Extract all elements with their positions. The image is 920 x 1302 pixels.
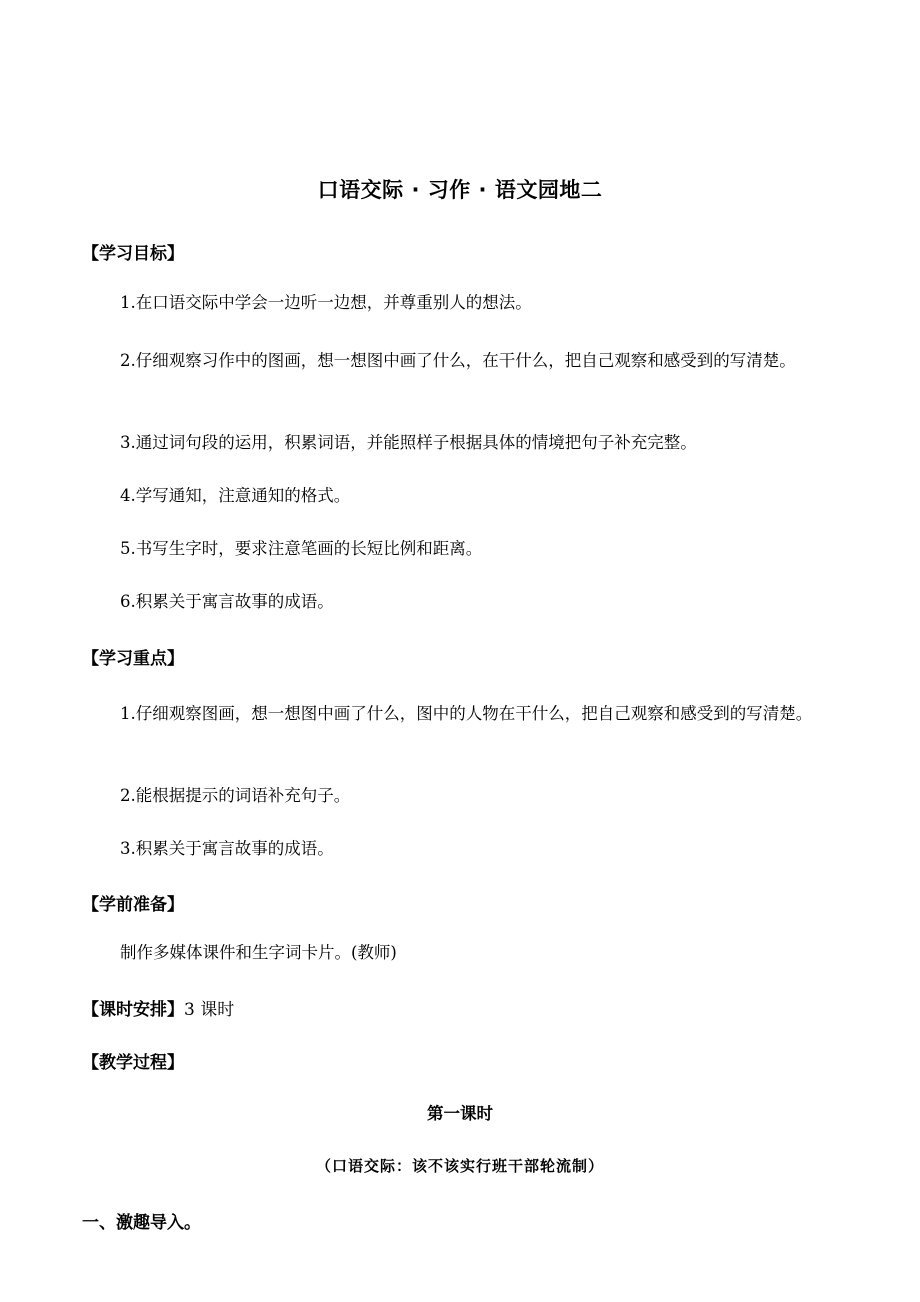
key-point-item-1: 1.仔细观察图画，想一想图中画了什么，图中的人物在干什么，把自己观察和感受到的写清楚。 bbox=[120, 704, 813, 723]
section-one-heading: 一、激趣导入。 bbox=[82, 1213, 201, 1233]
objectives-heading: 【学习目标】 bbox=[82, 244, 184, 264]
objective-item-4: 4.学写通知，注意通知的格式。 bbox=[120, 486, 351, 505]
objective-item-1: 1.在口语交际中学会一边听一边想，并尊重别人的想法。 bbox=[120, 293, 532, 312]
objective-item-3: 3.通过词句段的运用，积累词语，并能照样子根据具体的情境把句子补充完整。 bbox=[120, 433, 697, 452]
process-heading: 【教学过程】 bbox=[82, 1053, 184, 1073]
schedule-value: 3 课时 bbox=[184, 1000, 235, 1020]
key-point-item-2: 2.能根据提示的词语补充句子。 bbox=[120, 786, 351, 805]
preparation-heading: 【学前准备】 bbox=[82, 895, 184, 915]
schedule-heading: 【课时安排】 bbox=[82, 1000, 184, 1020]
objective-item-5: 5.书写生字时，要求注意笔画的长短比例和距离。 bbox=[120, 539, 483, 558]
schedule-line bbox=[82, 995, 234, 1020]
lesson-title: 第一课时 bbox=[427, 1104, 493, 1123]
document-title: 口语交际 · 习作 · 语文园地二 bbox=[317, 178, 603, 202]
key-points-heading: 【学习重点】 bbox=[82, 649, 184, 669]
preparation-text: 制作多媒体课件和生字词卡片。(教师) bbox=[120, 943, 397, 962]
objective-item-2: 2.仔细观察习作中的图画，想一想图中画了什么，在干什么，把自己观察和感受到的写清楚。 bbox=[120, 351, 796, 370]
lesson-subtitle: （口语交际：该不该实行班干部轮流制） bbox=[315, 1157, 604, 1175]
key-point-item-3: 3.积累关于寓言故事的成语。 bbox=[120, 839, 334, 858]
objective-item-6: 6.积累关于寓言故事的成语。 bbox=[120, 592, 334, 611]
